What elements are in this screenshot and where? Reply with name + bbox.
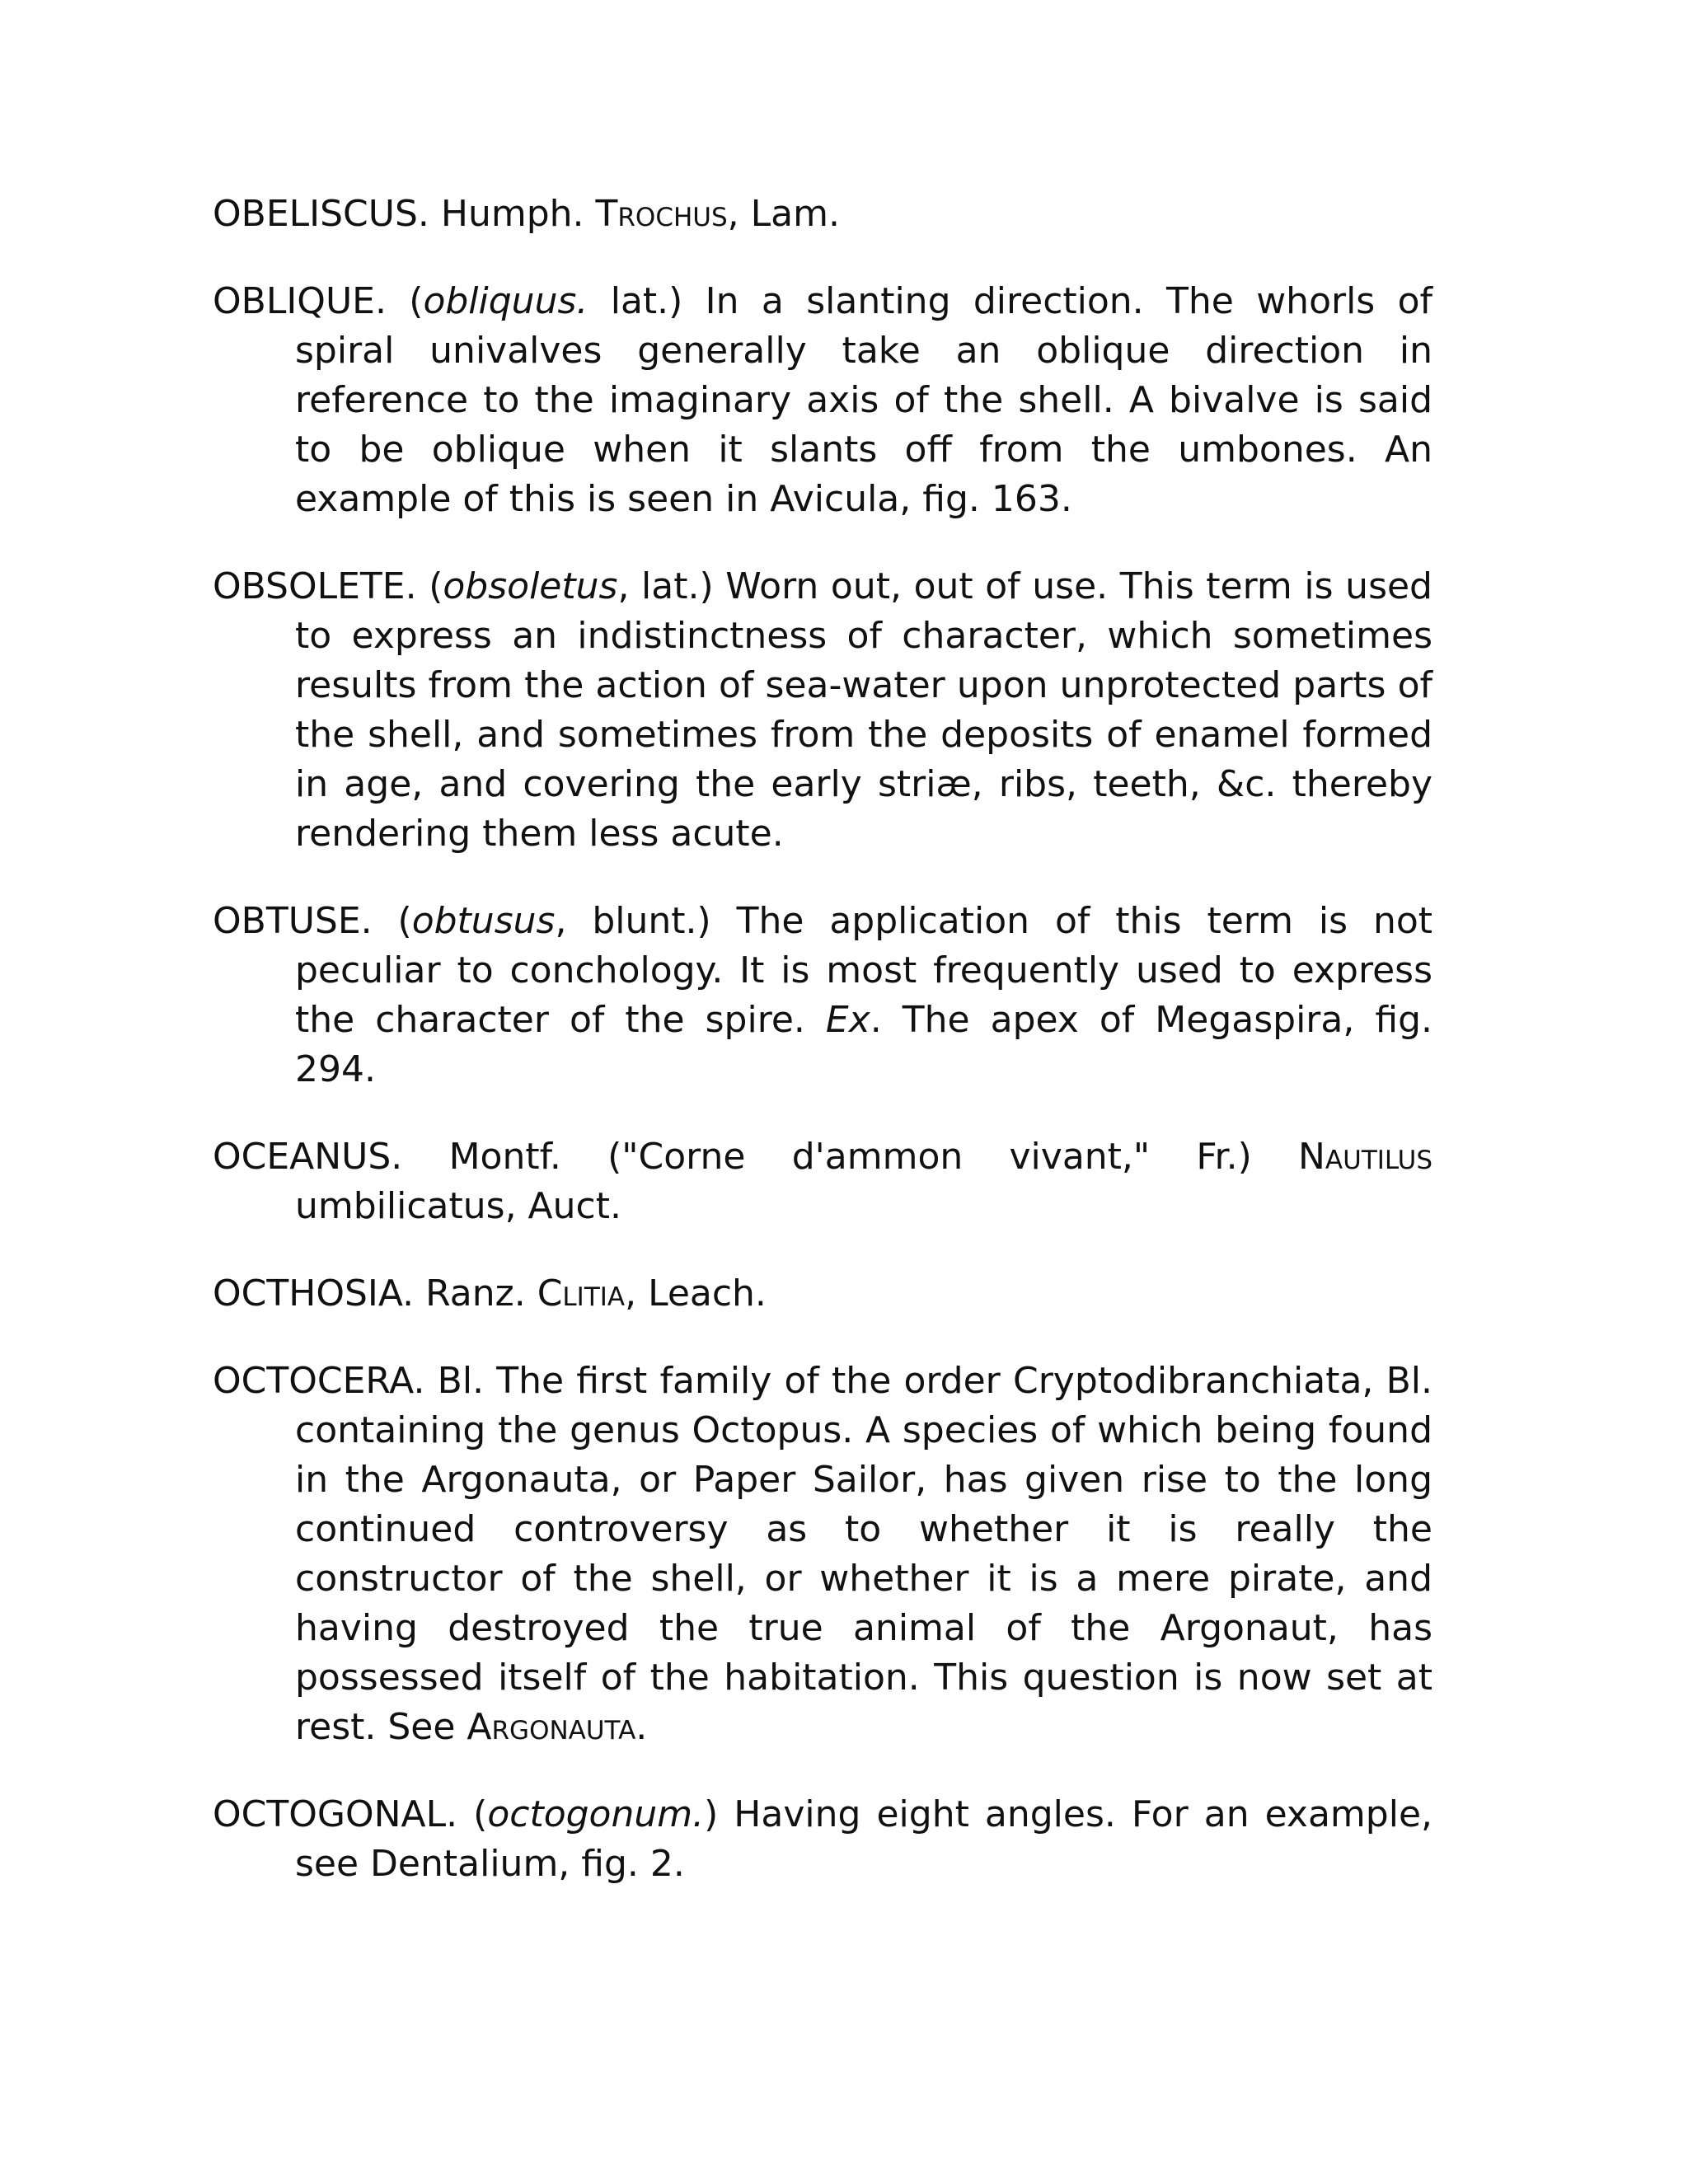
entry-text: OCTOGONAL. ( xyxy=(213,1793,488,1835)
entry-oceanus xyxy=(213,1132,1432,1231)
entry-octhosia xyxy=(213,1269,1432,1319)
entry-text: , lat.) Worn out, out of use. This term is used to express an indistinctness of character, which sometimes results from the action of sea-water upon unprotected parts of the shell, and sometimes from the deposits of enamel formed in age, and covering the early striæ, ribs, teeth, &c. thereby rendering them less acute. xyxy=(295,565,1432,855)
italic-term: obsoletus xyxy=(443,565,618,607)
small-caps-term: Nautilus xyxy=(1298,1136,1432,1178)
entry-text: umbilicatus, Auct. xyxy=(295,1185,621,1227)
entry-obeliscus xyxy=(213,190,1432,239)
small-caps-term: Trochus xyxy=(595,193,728,235)
entry-text: , Leach. xyxy=(625,1272,767,1315)
entry-text: OBTUSE. ( xyxy=(213,900,412,942)
entry-text: OCTHOSIA. Ranz. xyxy=(213,1272,537,1315)
entry-text: . xyxy=(635,1706,648,1748)
entry-text: OCTOCERA. Bl. The first family of the order Cryptodibranchiata, Bl. containing the genus Octopus. A species of which being found in the Argonauta, or Paper Sailor, has given rise to the long continued controversy as to whether it is really the constructor of the shell, or whether it is a mere pirate, and having destroyed the true animal of the Argonaut, has possessed itself of the habitation. This question is now set at rest. See xyxy=(213,1360,1432,1748)
entry-text: . The apex of Megaspira, fig. 294. xyxy=(295,999,1432,1090)
entry-octogonal xyxy=(213,1790,1432,1889)
entry-text: OBLIQUE. ( xyxy=(213,280,424,322)
entry-text: , blunt.) The application of this term is not peculiar to conchology. It is most frequently used to express the character of the spire. xyxy=(295,900,1432,1041)
small-caps-term: Clitia xyxy=(537,1272,626,1315)
entry-text: OBSOLETE. ( xyxy=(213,565,443,607)
italic-term: Ex xyxy=(825,999,870,1041)
italic-term: obliquus. xyxy=(423,280,588,322)
entry-text: , Lam. xyxy=(727,193,840,235)
entry-text: lat.) In a slanting direction. The whorls of spiral univalves generally take an oblique direction in reference to the imaginary axis of the shell. A bivalve is said to be oblique when it slants off from the umbones. An example of this is seen in Avicula, fig. 163. xyxy=(295,280,1432,520)
entry-text: OBELISCUS. Humph. xyxy=(213,193,596,235)
entry-obsolete xyxy=(213,562,1432,859)
italic-term: obtusus xyxy=(411,900,556,942)
entry-text: OCEANUS. Montf. ("Corne d'ammon vivant," Fr.) xyxy=(213,1136,1299,1178)
entry-text: ) Having eight angles. For an example, see Dentalium, fig. 2. xyxy=(295,1793,1432,1885)
dictionary-page xyxy=(213,190,1432,1927)
italic-term: octogonum. xyxy=(487,1793,705,1835)
entry-oblique xyxy=(213,277,1432,524)
small-caps-term: Argonauta xyxy=(467,1706,636,1748)
entry-obtuse xyxy=(213,897,1432,1094)
entry-octocera xyxy=(213,1357,1432,1752)
